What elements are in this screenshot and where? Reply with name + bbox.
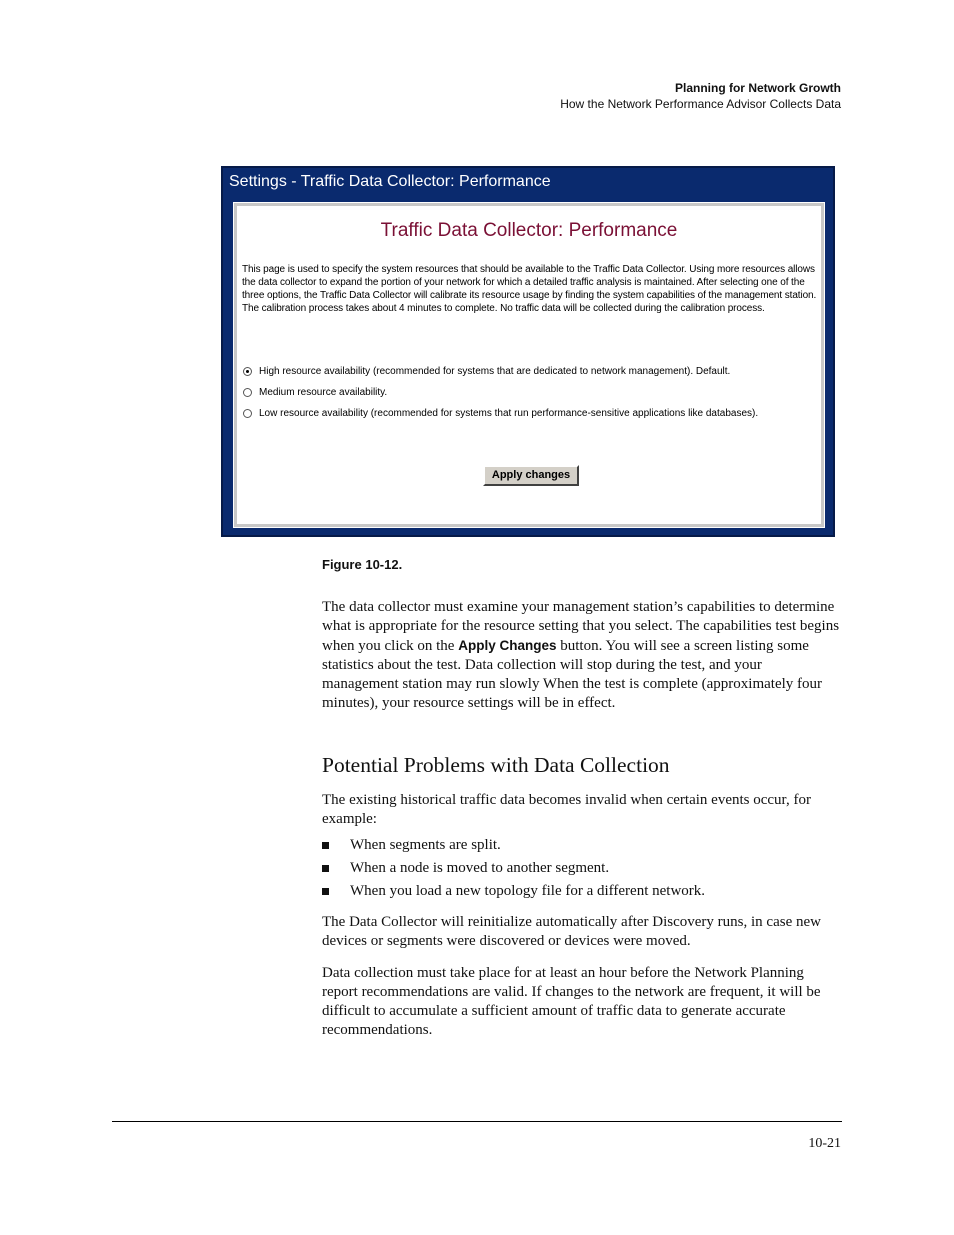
radio-high-checked-icon[interactable] — [243, 367, 252, 376]
option-high-resource[interactable] — [243, 366, 730, 377]
apply-changes-button[interactable]: Apply changes — [483, 465, 579, 486]
footer-rule — [112, 1121, 842, 1122]
list-item-text: When segments are split. — [350, 837, 501, 853]
bullet-square-icon — [322, 842, 329, 849]
paragraph1-before: The data collector must examine your management station’s capabilities to determine what is appropriate for the resource setting that you select. The capabilities test begins when you click on the — [322, 599, 840, 654]
option-medium-label: Medium resource availability. — [259, 387, 388, 398]
paragraph-capabilities — [322, 598, 842, 713]
panel-heading: Traffic Data Collector: Performance — [380, 220, 678, 241]
option-low-resource[interactable] — [243, 408, 758, 419]
paragraph-data-duration: Data collection must take place for at least an hour before the Network Planning report recommendations are valid. If changes to the network are frequent, it will be difficult to accumulate a sufficient amount of traffic data to generate accurate recommendations. — [322, 965, 821, 1038]
running-header — [560, 80, 841, 112]
list-item — [322, 834, 842, 857]
option-low-label: Low resource availability (recommended for systems that run performance-sensitive applications like databases). — [259, 408, 759, 419]
list-item — [322, 880, 842, 903]
page-number: 10-21 — [808, 1136, 841, 1151]
list-item-text: When you load a new topology file for a different network. — [350, 883, 706, 899]
option-high-label: High resource availability (recommended for systems that are dedicated to network management). Default. — [259, 366, 731, 377]
event-list — [322, 834, 842, 903]
paragraph-invalid-data: The existing historical traffic data becomes invalid when certain events occur, for example: — [322, 792, 811, 827]
header-subtitle: How the Network Performance Advisor Collects Data — [560, 97, 841, 111]
header-title: Planning for Network Growth — [674, 81, 841, 95]
settings-screenshot — [221, 166, 835, 537]
paragraph1-bold: Apply Changes — [458, 638, 557, 653]
figure-caption: Figure 10-12. — [322, 557, 403, 572]
window-title: Settings - Traffic Data Collector: Performance — [229, 173, 551, 190]
list-item — [322, 857, 842, 880]
bullet-square-icon — [322, 888, 329, 895]
panel-description: This page is used to specify the system resources that should be available to the Traffic Data Collector. Using more resources allows the data collector to expand the portion of your network for which a detailed traffic analysis is maintained. After selecting one of the three options, the Traffic Data Collector will calibrate its resource usage by finding the system capabilities of the management station. The calibration process takes about 4 minutes to complete. No traffic data will be collected during the calibration process. — [242, 264, 817, 314]
list-item-text: When a node is moved to another segment. — [350, 860, 610, 876]
paragraph1-after: button. You will see a screen listing some statistics about the test. Data collection will stop during the test, and your management station may run slowly When the test is complete (approximately four minutes), your resource settings will be in effect. — [322, 638, 823, 711]
paragraph-reinitialize: The Data Collector will reinitialize automatically after Discovery runs, in case new devices or segments were discovered or devices were moved. — [322, 914, 821, 949]
radio-medium-icon[interactable] — [243, 388, 252, 397]
option-medium-resource[interactable] — [243, 387, 387, 398]
radio-low-icon[interactable] — [243, 409, 252, 418]
bullet-square-icon — [322, 865, 329, 872]
section-heading: Potential Problems with Data Collection — [322, 753, 670, 777]
settings-panel — [234, 203, 824, 527]
